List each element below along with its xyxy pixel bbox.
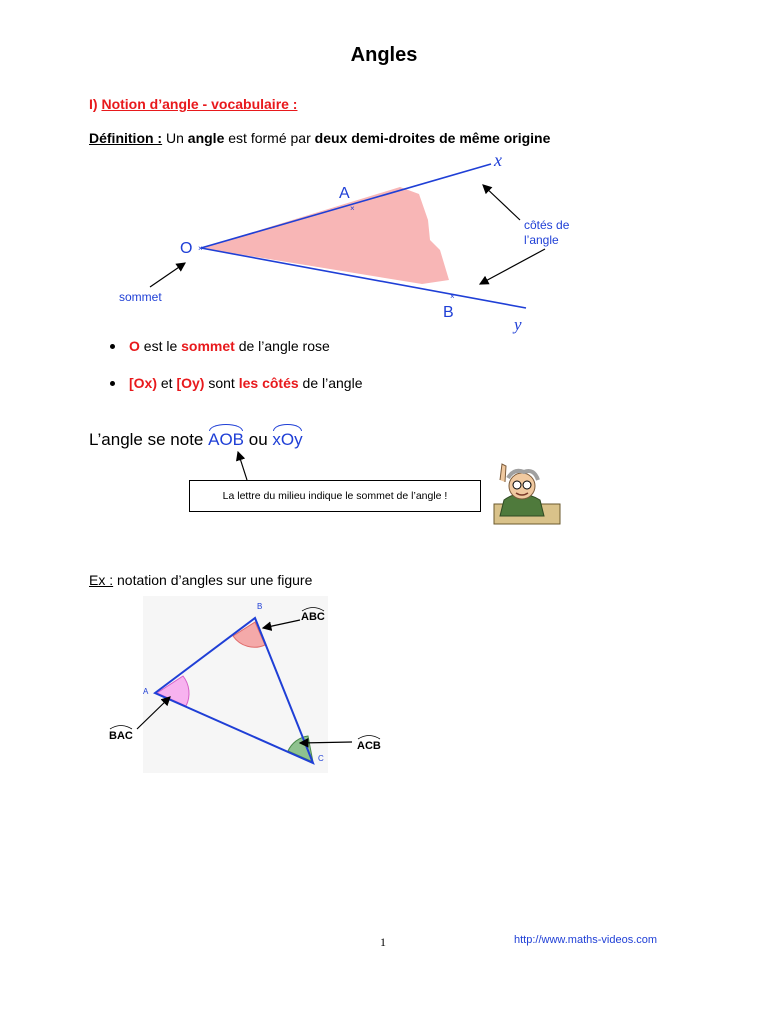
- bullet2-text-1: et: [157, 375, 177, 391]
- page-number: 1: [380, 935, 386, 949]
- bullet1-red-1: O: [129, 338, 140, 354]
- bullet2-text-3: de l’angle: [298, 375, 363, 391]
- bullet1-text-2: de l’angle rose: [234, 338, 330, 354]
- example-text: notation d’angles sur une figure: [113, 572, 313, 588]
- notation-angle-aob: AOB: [208, 430, 245, 449]
- notation-prefix: L’angle se note: [89, 430, 209, 449]
- angle-fill: [201, 187, 449, 284]
- bullet-dot: [110, 344, 115, 349]
- sommet-arrow: [150, 263, 185, 287]
- bullet-sommet: [110, 338, 330, 354]
- notation-arrow: [238, 452, 247, 480]
- definition-bold-end: deux demi-droites de même origine: [314, 130, 551, 146]
- bullet2-red-3: les côtés: [238, 375, 299, 391]
- label-abc-text: ABC: [301, 611, 325, 623]
- footer-url[interactable]: http://www.maths-videos.com: [514, 934, 658, 946]
- definition-label: Définition :: [89, 130, 163, 146]
- point-b-label: B: [443, 304, 454, 321]
- definition-text-2: est formé par: [224, 130, 315, 146]
- section-number: I): [89, 96, 98, 112]
- bullet2-red-1: [Ox): [129, 375, 157, 391]
- mark-a: ×: [350, 204, 355, 213]
- notation-connector: ou: [244, 430, 273, 449]
- cotes-label-1: côtés de: [524, 218, 570, 232]
- cotes-label-2: l’angle: [524, 233, 559, 247]
- bullet-cotes: [110, 375, 362, 391]
- bullet1-text-1: est le: [139, 338, 182, 354]
- triangle-point-c: C: [318, 754, 324, 763]
- definition-text-1: Un: [162, 130, 188, 146]
- sommet-label: sommet: [119, 290, 162, 304]
- example-label: Ex :: [89, 572, 114, 588]
- label-bac-text: BAC: [109, 730, 133, 742]
- notation-angle-xoy: xOy: [272, 430, 303, 449]
- mark-o: ×: [198, 244, 203, 253]
- cotes-arrow-upper: [483, 185, 520, 220]
- point-o-label: O: [180, 240, 193, 257]
- bullet2-text-2: sont: [204, 375, 239, 391]
- bullet2-red-2: [Oy): [176, 375, 205, 391]
- label-acb-text: ACB: [357, 740, 381, 752]
- ray-x-label: x: [494, 150, 502, 170]
- note-box: La lettre du milieu indique le sommet de l’angle !: [189, 480, 481, 512]
- page-title: Angles: [350, 44, 418, 66]
- definition-word-angle: angle: [187, 130, 225, 146]
- bullet-dot: [110, 381, 115, 386]
- section-title: Notion d’angle - vocabulaire :: [101, 96, 298, 112]
- mark-b: ×: [450, 292, 455, 301]
- label-bac: [109, 726, 133, 743]
- example-heading: [89, 572, 312, 588]
- triangle-point-b: B: [257, 602, 263, 611]
- notation-line: [89, 430, 303, 450]
- triangle-point-a: A: [143, 687, 149, 696]
- professor-clipart: [494, 464, 560, 524]
- label-acb: [357, 736, 381, 753]
- bullet1-red-2: sommet: [181, 338, 235, 354]
- point-a-label: A: [339, 185, 350, 202]
- ray-y-label: y: [514, 315, 522, 334]
- cotes-arrow-lower: [480, 249, 545, 284]
